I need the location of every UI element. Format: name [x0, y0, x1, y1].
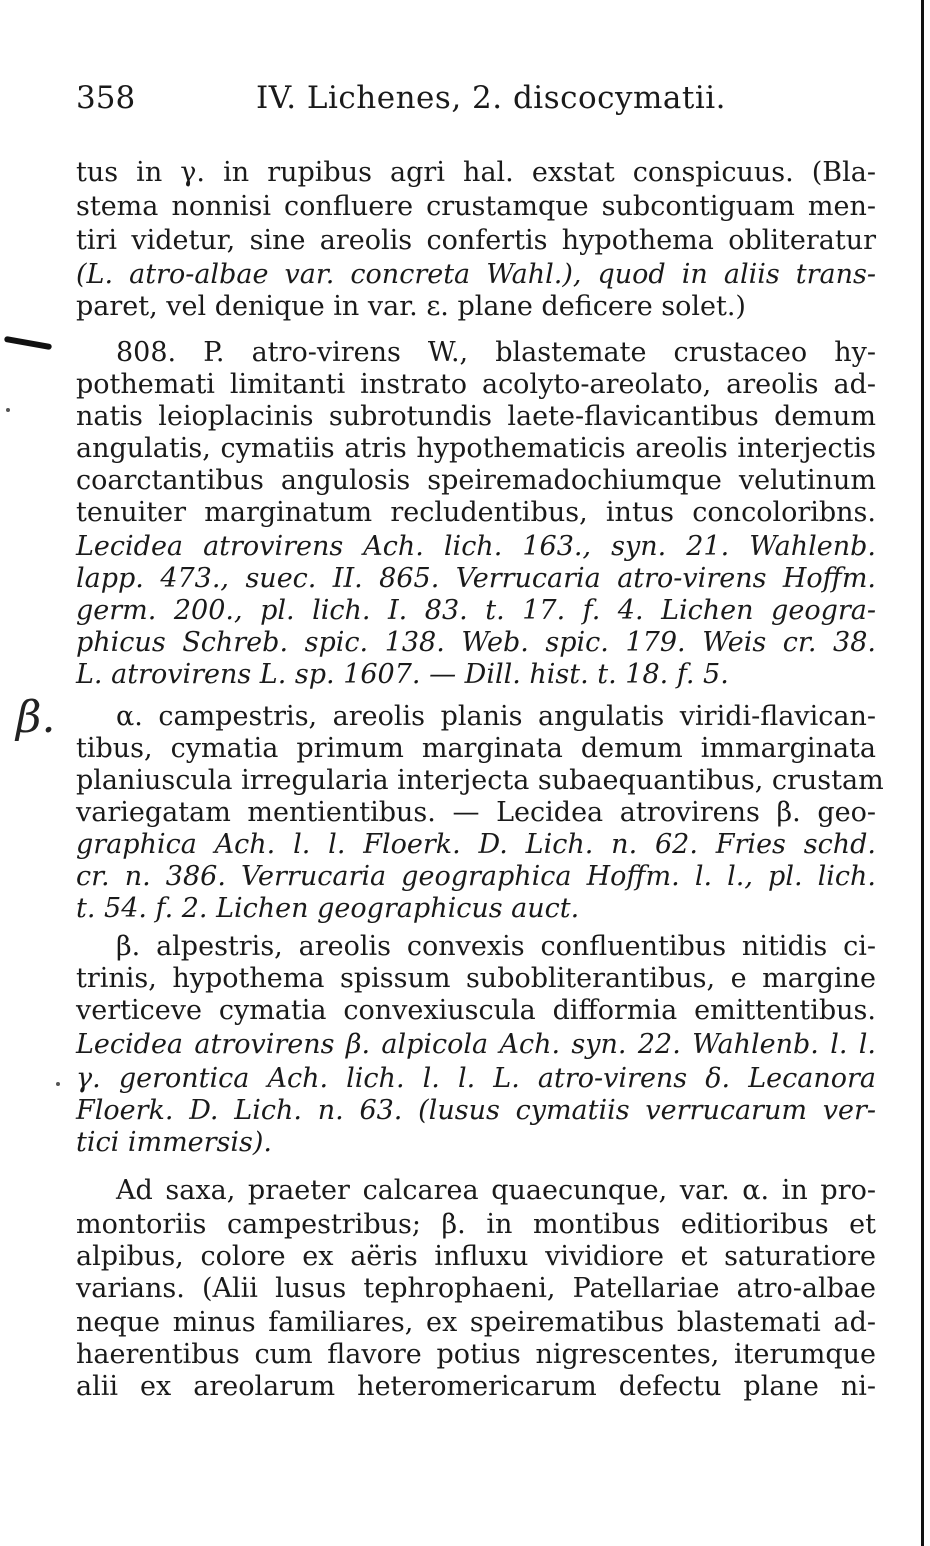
synonymy-line: germ. 200., pl. lich. I. 83. t. 17. f. 4. Lichen geogra- [76, 595, 876, 626]
page-edge-rule [921, 0, 924, 1546]
synonymy-line: L. atrovirens L. sp. 1607. — Dill. hist. t. 18. f. 5. [76, 659, 729, 690]
text-line: tiri videtur, sine areolis confertis hypothema obliteratur [76, 225, 876, 256]
text-line: variegatam mentientibus. — Lecidea atrovirens β. geo- [76, 797, 876, 828]
synonymy-line: Floerk. D. Lich. n. 63. (lusus cymatiis verrucarum ver- [76, 1095, 876, 1126]
text-line: trinis, hypothema spissum subobliterantibus, e margine [76, 963, 876, 994]
text-line: paret, vel denique in var. ε. plane deficere solet.) [76, 291, 746, 322]
habitat-paragraph-start: Ad saxa, praeter calcarea quaecunque, var. α. in pro- [116, 1175, 876, 1206]
text-line: angulatis, cymatiis atris hypothematicis areolis interjectis [76, 433, 876, 464]
synonymy-line: tici immersis). [76, 1127, 273, 1158]
page-number: 358 [76, 80, 136, 116]
margin-pen-mark [4, 336, 52, 350]
species-entry-heading: 808. P. atro-virens W., blastemate crustaceo hy- [116, 337, 876, 368]
text-line: verticeve cymatia convexiuscula difformia emittentibus. [76, 995, 876, 1026]
text-line: tibus, cymatia primum marginata demum immarginata [76, 733, 876, 764]
synonymy-line: phicus Schreb. spic. 138. Web. spic. 179. Weis cr. 38. [76, 627, 876, 658]
variety-beta-heading: β. alpestris, areolis convexis confluentibus nitidis ci- [116, 931, 876, 962]
text-line: montoriis campestribus; β. in montibus editioribus et [76, 1209, 876, 1240]
text-line: neque minus familiares, ex speirematibus blastemati ad- [76, 1307, 876, 1338]
margin-note-beta: β. [16, 692, 56, 743]
text-line: haerentibus cum flavore potius nigrescentes, iterumque [76, 1339, 876, 1370]
synonymy-line: t. 54. f. 2. Lichen geographicus auct. [76, 893, 580, 924]
text-line: natis leioplacinis subrotundis laete-flavicantibus demum [76, 401, 876, 432]
variety-alpha-heading: α. campestris, areolis planis angulatis viridi-flavican- [116, 701, 876, 732]
text-line: coarctantibus angulosis speiremadochiumque velutinum [76, 465, 876, 496]
page-header [76, 80, 876, 126]
text-line: planiuscula irregularia interjecta subaequantibus, crustam [76, 765, 884, 796]
synonymy-line: lapp. 473., suec. II. 865. Verrucaria atro-virens Hoffm. [76, 563, 876, 594]
synonymy-line: Lecidea atrovirens β. alpicola Ach. syn. 22. Wahlenb. l. l. [76, 1029, 876, 1060]
text-line: (L. atro-albae var. concreta Wahl.), quod in aliis trans- [76, 259, 876, 290]
synonymy-line: γ. gerontica Ach. lich. l. l. L. atro-virens δ. Lecanora [76, 1063, 876, 1094]
synonymy-line: Lecidea atrovirens Ach. lich. 163., syn. 21. Wahlenb. [76, 531, 876, 562]
text-line: stema nonnisi confluere crustamque subcontiguam men- [76, 191, 876, 222]
synonymy-line: graphica Ach. l. l. Floerk. D. Lich. n. 62. Fries schd. [76, 829, 876, 860]
margin-speck [6, 408, 10, 412]
text-line: tenuiter marginatum recludentibus, intus concoloribns. [76, 497, 876, 528]
text-line: alpibus, colore ex aëris influxu vividiore et saturatiore [76, 1241, 876, 1272]
synonymy-line: cr. n. 386. Verrucaria geographica Hoffm. l. l., pl. lich. [76, 861, 876, 892]
text-line: alii ex areolarum heteromericarum defectu plane ni- [76, 1371, 876, 1402]
text-line: pothemati limitanti instrato acolyto-areolato, areolis ad- [76, 369, 876, 400]
text-line: varians. (Alii lusus tephrophaeni, Patellariae atro-albae [76, 1273, 876, 1304]
text-line: tus in γ. in rupibus agri hal. exstat conspicuus. (Bla- [76, 157, 876, 188]
margin-speck [56, 1082, 60, 1086]
running-title: IV. Lichenes, 2. discocymatii. [256, 80, 727, 116]
